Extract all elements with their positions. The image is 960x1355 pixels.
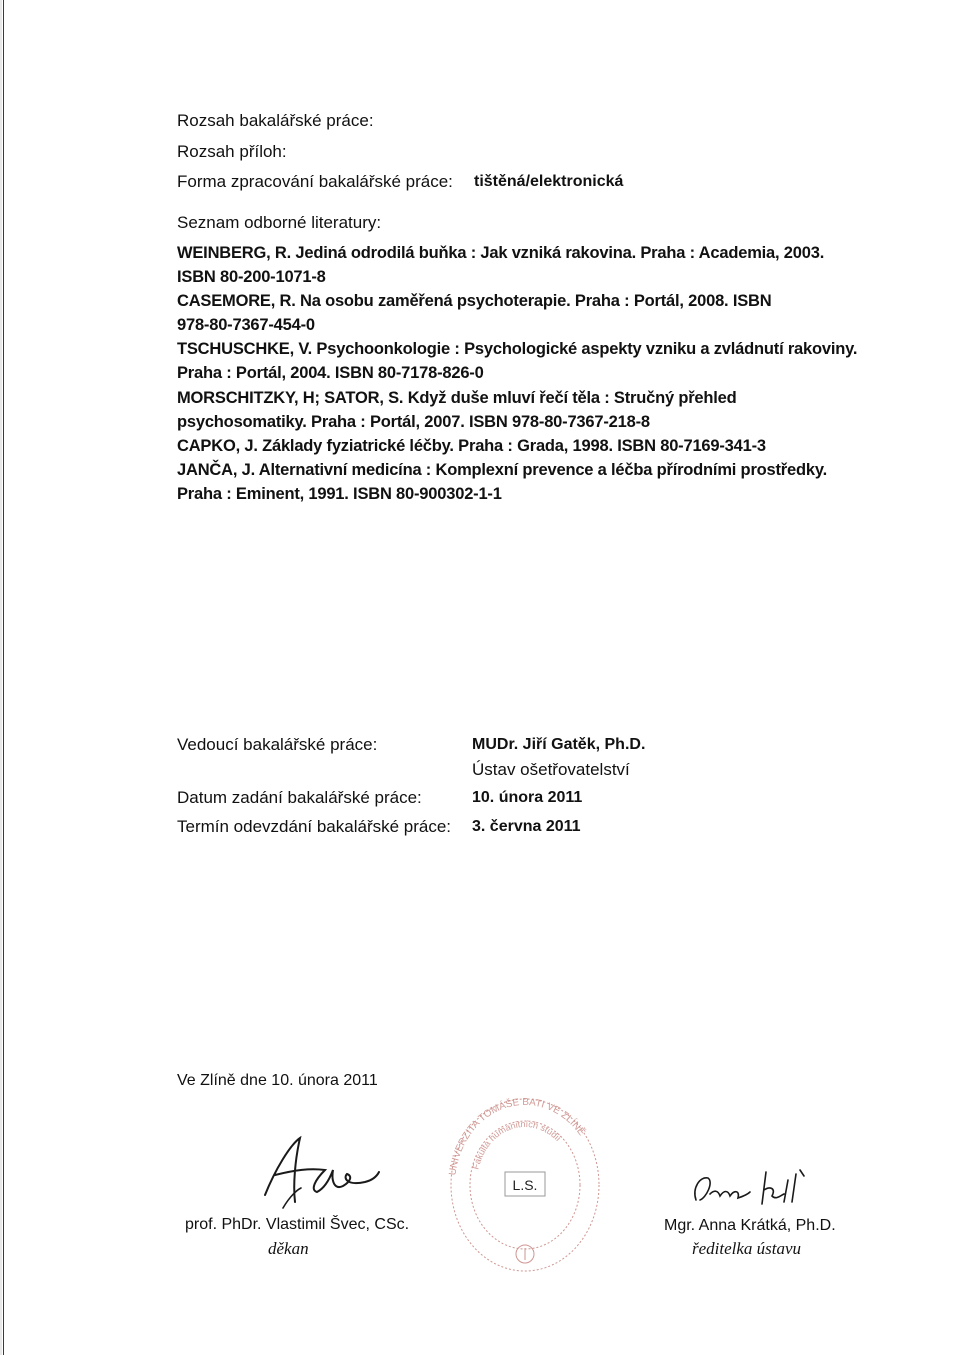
dean-name: prof. PhDr. Vlastimil Švec, CSc. bbox=[185, 1216, 410, 1233]
page-edge-line bbox=[3, 0, 4, 1355]
literature-line: ISBN 80-200-1071-8 bbox=[177, 268, 326, 287]
dean-role: děkan bbox=[268, 1239, 309, 1258]
literature-list bbox=[177, 241, 857, 506]
literature-line: CAPKO, J. Základy fyziatrické léčby. Praha : Grada, 1998. ISBN 80-7169-341-3 bbox=[177, 436, 766, 455]
forma-label: Forma zpracování bakalářské práce: bbox=[177, 172, 453, 191]
director-role: ředitelka ústavu bbox=[692, 1239, 802, 1258]
supervisor-name: MUDr. Jiří Gatěk, Ph.D. bbox=[472, 736, 646, 753]
dean-signature-image bbox=[255, 1130, 385, 1210]
literature-heading: Seznam odborné literatury: bbox=[177, 213, 382, 232]
literature-line: 978-80-7367-454-0 bbox=[177, 316, 315, 335]
stamp-center-text: L.S. bbox=[512, 1177, 538, 1193]
literature-line: WEINBERG, R. Jediná odrodilá buňka : Jak vzniká rakovina. Praha : Academia, 2003. bbox=[177, 244, 825, 262]
director-name: Mgr. Anna Krátká, Ph.D. bbox=[664, 1217, 836, 1234]
literature-line: Praha : Eminent, 1991. ISBN 80-900302-1-1 bbox=[177, 484, 502, 503]
page-edge-shadow bbox=[0, 0, 2, 1355]
place-date: Ve Zlíně dne 10. února 2011 bbox=[177, 1072, 378, 1089]
literature-line: psychosomatiky. Praha : Portál, 2007. ISBN 978-80-7367-218-8 bbox=[177, 412, 650, 431]
zadani-value: 10. února 2011 bbox=[472, 789, 583, 806]
supervisor-institute: Ústav ošetřovatelství bbox=[472, 760, 630, 779]
stamp-outer-text: UNIVERZITA TOMÁŠE BATI VE ZLÍNĚ bbox=[447, 1096, 587, 1177]
literature-line: Praha : Portál, 2004. ISBN 80-7178-826-0 bbox=[177, 364, 484, 383]
supervisor-label: Vedoucí bakalářské práce: bbox=[177, 735, 378, 754]
stamp-inner-text: Fakulta humanitních studií bbox=[470, 1118, 564, 1171]
rozsah-prace-label: Rozsah bakalářské práce: bbox=[177, 111, 374, 130]
literature-line: TSCHUSCHKE, V. Psychoonkologie : Psychologické aspekty vzniku a zvládnutí rakoviny. bbox=[177, 340, 858, 359]
literature-line: JANČA, J. Alternativní medicína : Komplexní prevence a léčba přírodními prostředky. bbox=[177, 460, 827, 479]
rozsah-priloh-label: Rozsah příloh: bbox=[177, 142, 287, 161]
literature-line: CASEMORE, R. Na osobu zaměřená psychoterapie. Praha : Portál, 2008. ISBN bbox=[177, 292, 772, 311]
literature-line: MORSCHITZKY, H; SATOR, S. Když duše mluví řečí těla : Stručný přehled bbox=[177, 388, 737, 407]
forma-value: tištěná/elektronická bbox=[474, 173, 624, 190]
university-stamp bbox=[445, 1090, 605, 1280]
zadani-label: Datum zadání bakalářské práce: bbox=[177, 788, 422, 807]
odevzdani-value: 3. června 2011 bbox=[472, 818, 581, 835]
director-signature-image bbox=[688, 1160, 838, 1215]
odevzdani-label: Termín odevzdání bakalářské práce: bbox=[177, 817, 452, 836]
